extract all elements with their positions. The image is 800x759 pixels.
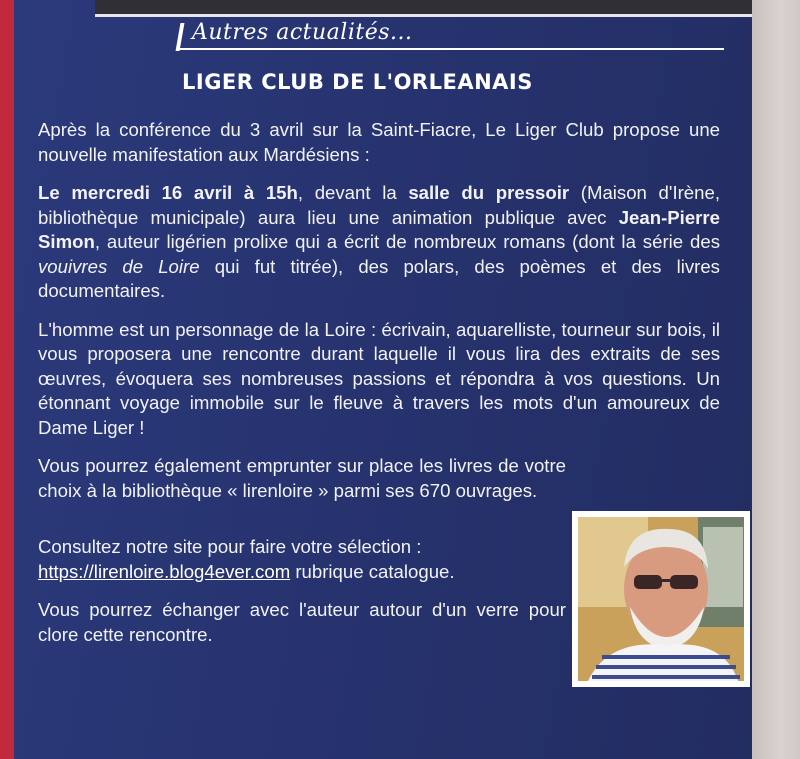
paragraph-closing: Vous pourrez échanger avec l'auteur autour d'un verre pour clore cette rencontre. xyxy=(38,599,566,645)
paragraph-website: Consultez notre site pour faire votre sélection : https://lirenloire.blog4ever.com rubrique catalogue. xyxy=(38,536,455,582)
paragraph-author: L'homme est un personnage de la Loire : écrivain, aquarelliste, tourneur sur bois, il vous proposera une rencontre durant laquelle il vous lira des extraits de ses œuvres, évoquera ses nombreuses passions et répondra à vos questions. Un étonnant voyage immobile sur le fleuve à travers les mots d'un amoureux de Dame Liger ! xyxy=(38,318,720,438)
section-header xyxy=(178,20,724,50)
page-margin xyxy=(752,0,800,759)
header-bar xyxy=(176,23,185,51)
author-photo xyxy=(572,511,750,687)
author-name: Jean-Pierre Simon xyxy=(38,206,720,252)
series-title: vouivres de Loire xyxy=(38,255,200,277)
paragraph-event: Le mercredi 16 avril à 15h, devant la salle du pressoir (Maison d'Irène, bibliothèque municipale) aura lieu une animation publique avec Jean-Pierre Simon, auteur ligérien prolixe qui a écrit de nombreux romans (dont la série des vouivres de Loire qui fut titrée), des polars, des poèmes et des livres documentaires. xyxy=(38,182,720,301)
website-link[interactable]: https://lirenloire.blog4ever.com xyxy=(38,560,291,582)
event-venue: salle du pressoir xyxy=(408,182,570,203)
previous-photo-edge xyxy=(95,0,785,17)
red-side-band xyxy=(0,0,14,759)
paragraph-library: Vous pourrez également emprunter sur place les livres de votre choix à la bibliothèque « lirenloire » parmi ses 670 ouvrages. xyxy=(38,455,566,501)
header-underline xyxy=(178,48,724,50)
event-date: Le mercredi 16 avril à 15h xyxy=(38,182,298,203)
author-portrait-image xyxy=(578,517,744,681)
section-title: Autres actualités... xyxy=(192,20,413,45)
article-headline: LIGER CLUB DE L'ORLEANAIS xyxy=(182,70,533,94)
paragraph-intro: Après la conférence du 3 avril sur la Saint-Fiacre, Le Liger Club propose une nouvelle manifestation aux Mardésiens : xyxy=(38,119,720,165)
